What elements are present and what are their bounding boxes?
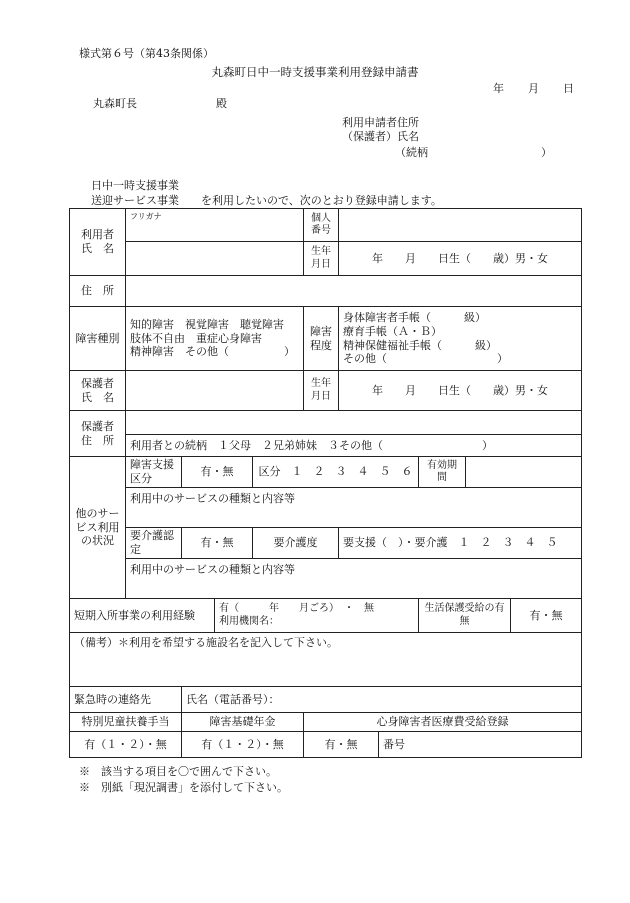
relation-field[interactable]: 利用者との続柄 １父母 ２兄弟姉妹 ３その他（ ） <box>126 435 582 457</box>
guardian-address-label: 保護者 住 所 <box>70 411 126 457</box>
form-number: 様式第６号（第43条関係） <box>79 47 214 60</box>
applicant-name-label: （保護者）氏名 <box>342 130 419 143</box>
other-services-label: 他のサービス利用の状況 <box>70 457 126 599</box>
services-in-use-1[interactable]: 利用中のサービスの種類と内容等 <box>126 488 582 528</box>
honorific: 殿 <box>216 97 227 110</box>
intro-line-1: 日中一時支援事業 <box>91 179 179 192</box>
basic-pension-value[interactable]: 有（１・２）・無 <box>182 732 304 758</box>
relation-close: ） <box>541 146 552 159</box>
emergency-label: 緊急時の連絡先 <box>70 687 182 713</box>
care-level-value[interactable]: 要支援（ ）・要介護 １ ２ ３ ４ ５ <box>339 528 582 559</box>
disability-type-options[interactable]: 知的障害 視覚障害 聴覚障害 肢体不自由 重症心身障害 精神障害 その他（ ） <box>126 307 304 371</box>
addressee: 丸森町長 <box>93 97 137 110</box>
short-stay-label: 短期入所事業の利用経験 <box>70 599 215 633</box>
guardian-address-field[interactable] <box>126 411 582 435</box>
care-level-label: 要介護度 <box>253 528 339 559</box>
relation-open: （続柄 <box>395 146 428 159</box>
support-class-label: 障害支援区分 <box>126 457 182 488</box>
furigana-field[interactable] <box>126 209 304 242</box>
intro-line-2: 送迎サービス事業 を利用したいので、次のとおり登録申請します。 <box>91 194 442 207</box>
short-stay-value-2: 利用機関名： <box>219 615 279 627</box>
address-field[interactable] <box>126 276 582 307</box>
date-month: 月 <box>528 82 539 95</box>
disability-level-options[interactable]: 身体障害者手帳（ 級） 療育手帳（Ａ・Ｂ） 精神保健福祉手帳（ 級） その他（ ） <box>339 307 582 371</box>
child-allowance-value[interactable]: 有（１・２）・無 <box>70 732 182 758</box>
user-name-label: 利用者 氏 名 <box>70 209 126 276</box>
medical-number[interactable]: 番号 <box>379 732 582 758</box>
furigana-label: フリガナ <box>130 212 162 221</box>
disability-level-label: 障害程度 <box>304 307 339 371</box>
birth-label: 生年月日 <box>304 242 339 276</box>
guardian-birth-field[interactable]: 年 月 日生（ 歳）男・女 <box>339 371 582 411</box>
date-line <box>493 83 574 94</box>
footer-note-1: ※ 該当する項目を〇で囲んで下さい。 <box>79 765 277 778</box>
medical-yes-no[interactable]: 有・無 <box>304 732 379 758</box>
guardian-name-field[interactable] <box>126 371 304 411</box>
birth-field[interactable]: 年 月 日生（ 歳）男・女 <box>339 242 582 276</box>
date-day: 日 <box>563 82 574 95</box>
application-table <box>69 208 582 758</box>
support-class-yes-no[interactable]: 有・無 <box>182 457 253 488</box>
welfare-yes-no[interactable]: 有・無 <box>511 599 582 633</box>
child-allowance-label: 特別児童扶養手当 <box>70 713 182 732</box>
guardian-birth-label: 生年月日 <box>304 371 339 411</box>
address-label: 住 所 <box>70 276 126 307</box>
date-year: 年 <box>493 82 504 95</box>
disability-type-label: 障害種別 <box>70 307 126 371</box>
services-in-use-2[interactable]: 利用中のサービスの種類と内容等 <box>126 559 582 599</box>
applicant-address-label: 利用申請者住所 <box>342 116 419 129</box>
remarks-field[interactable]: （備考）＊利用を希望する施設名を記入して下さい。 <box>70 633 582 687</box>
valid-period-label: 有効期間 <box>419 457 466 488</box>
user-name-field[interactable] <box>126 242 304 276</box>
basic-pension-label: 障害基礎年金 <box>182 713 304 732</box>
form-title: 丸森町日中一時支援事業利用登録申請書 <box>211 65 419 79</box>
short-stay-value-1: 有（ 年 月ごろ） ・ 無 <box>219 603 374 614</box>
welfare-label: 生活保護受給の有無 <box>419 599 511 633</box>
guardian-name-label: 保護者 氏 名 <box>70 371 126 411</box>
valid-period-field[interactable] <box>466 457 582 488</box>
care-cert-label: 要介護認定 <box>126 528 182 559</box>
short-stay-field[interactable] <box>215 599 419 633</box>
support-class-value[interactable]: 区分 １ ２ ３ ４ ５ ６ <box>253 457 419 488</box>
care-cert-yes-no[interactable]: 有・無 <box>182 528 253 559</box>
id-no-field[interactable] <box>339 209 582 242</box>
emergency-field[interactable]: 氏名（電話番号）： <box>182 687 582 713</box>
medical-label: 心身障害者医療費受給登録 <box>304 713 582 732</box>
id-no-label: 個人番号 <box>304 209 339 242</box>
footer-note-2: ※ 別紙「現況調書」を添付して下さい。 <box>79 781 288 794</box>
